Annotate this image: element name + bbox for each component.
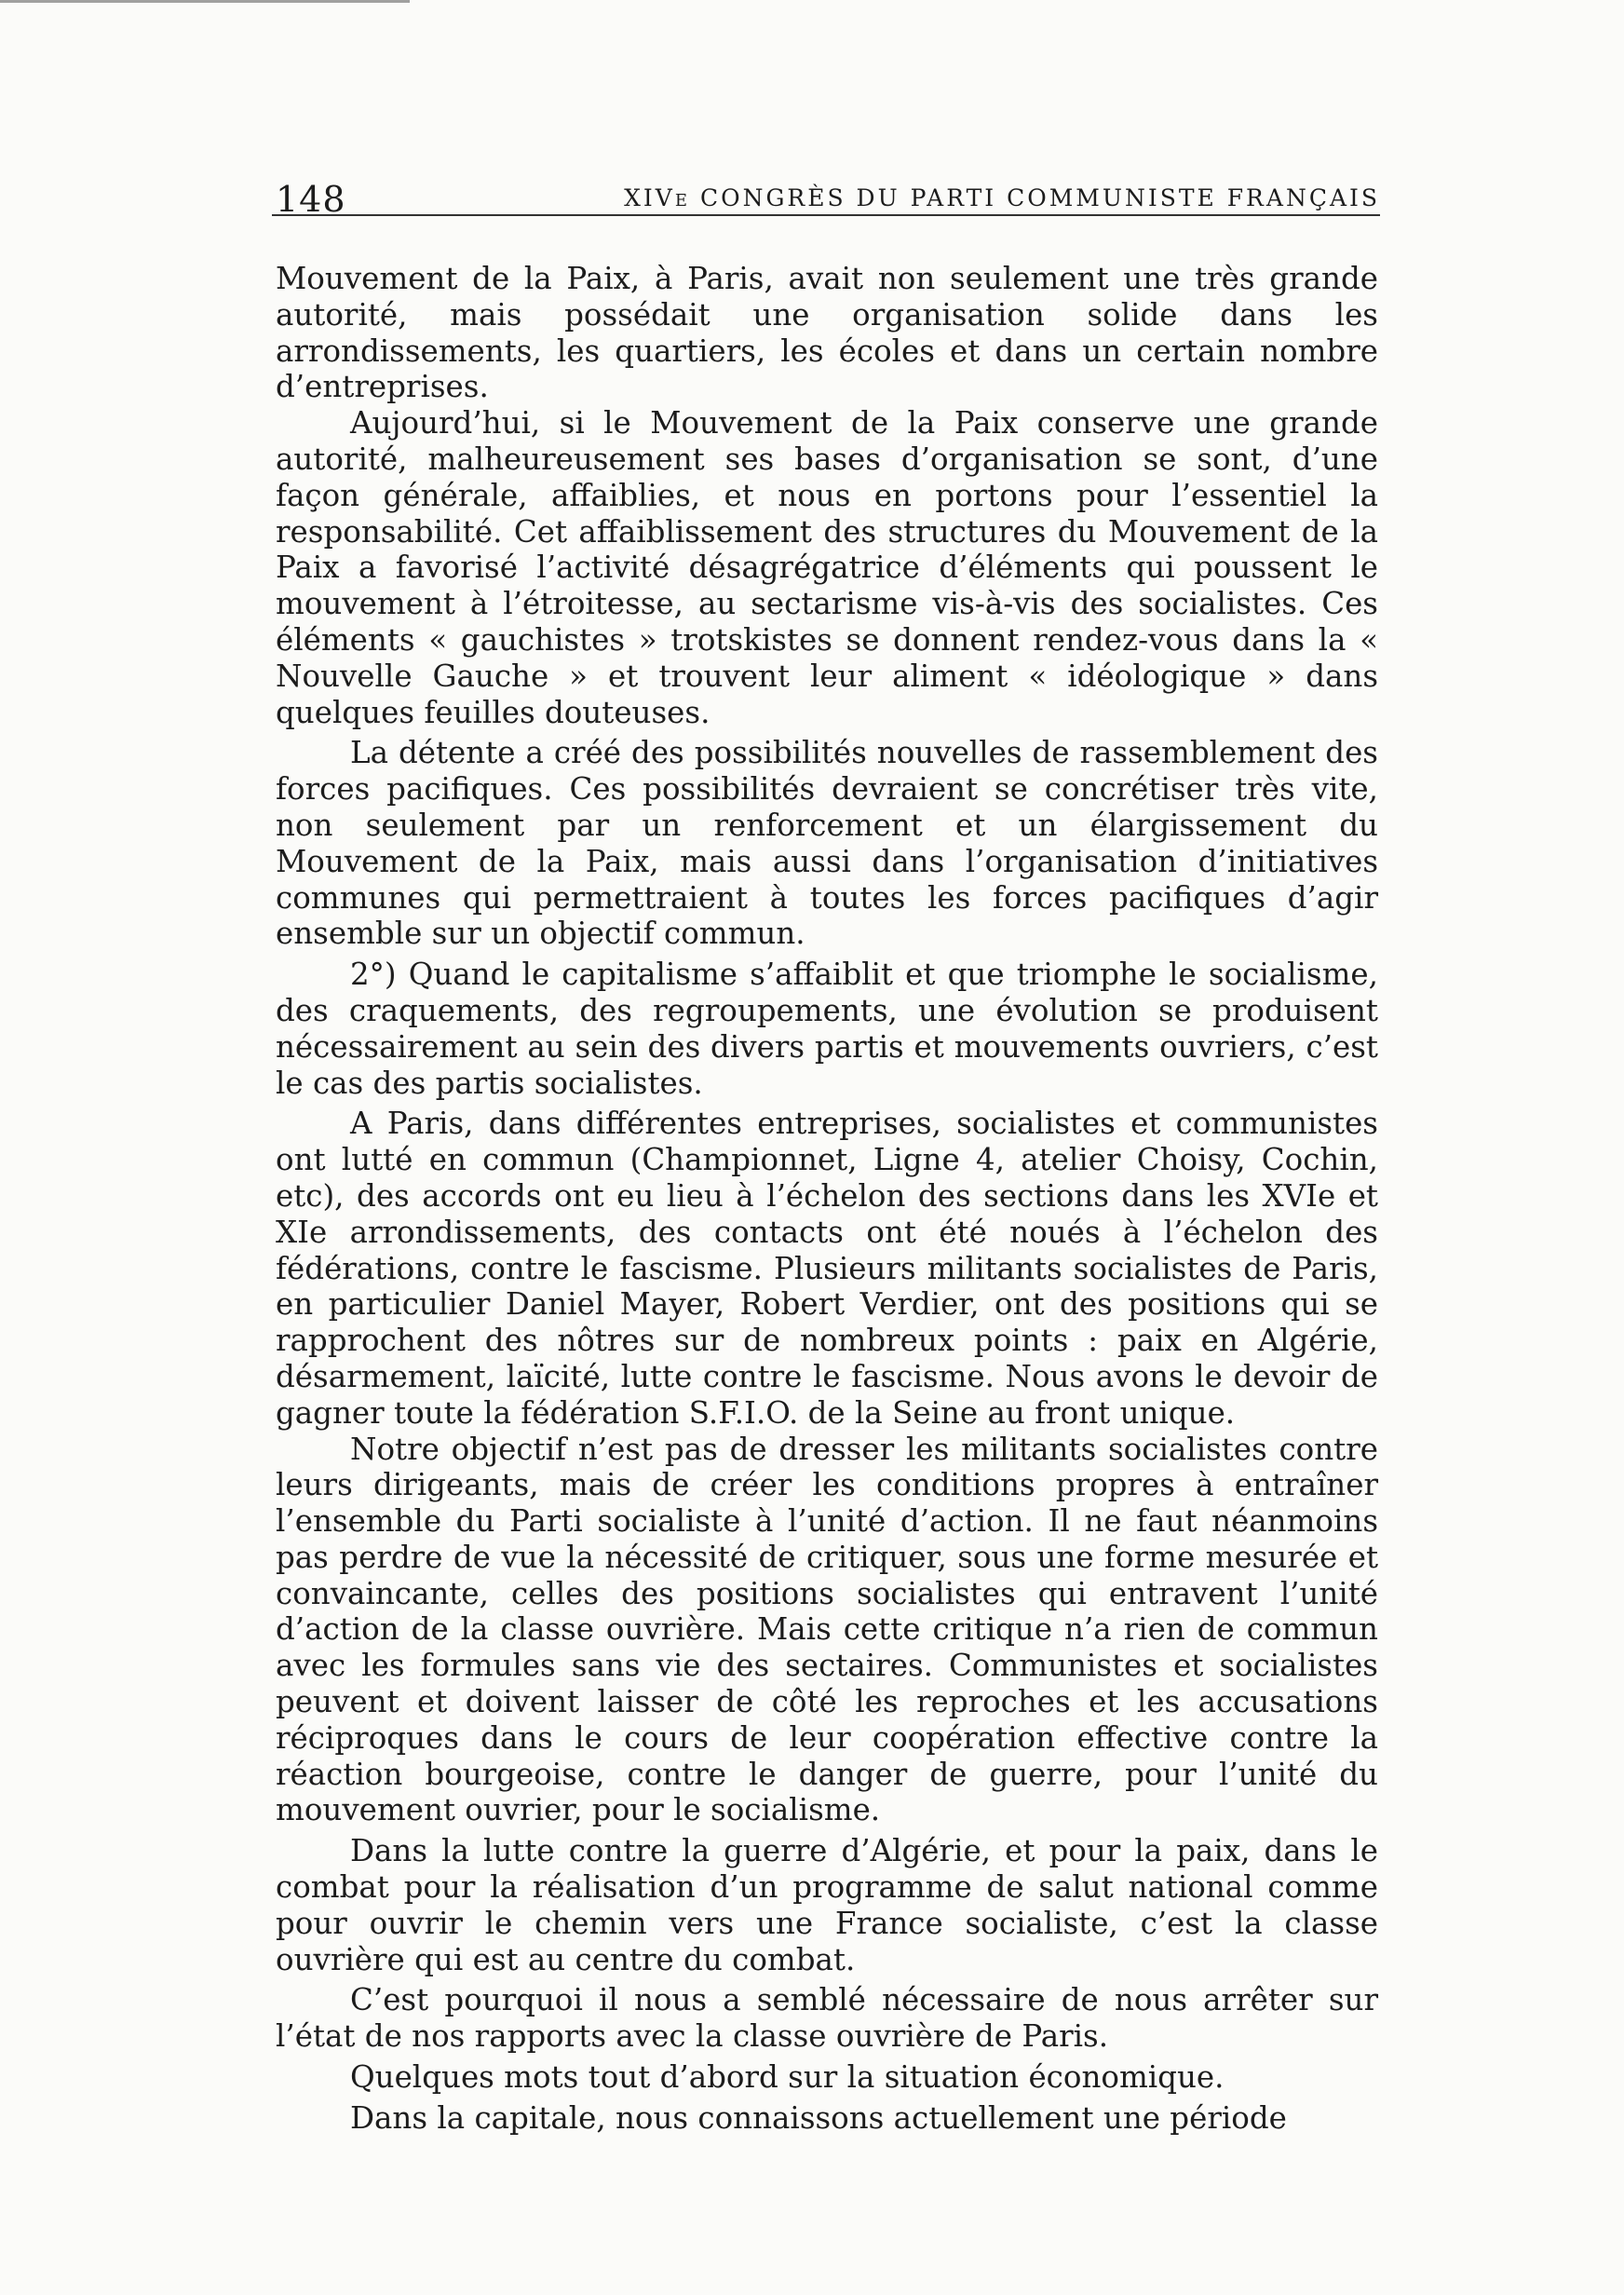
page-number: 148 bbox=[276, 179, 346, 220]
running-title: XIVe CONGRÈS DU PARTI COMMUNISTE FRANÇAIS bbox=[624, 184, 1380, 211]
paragraph-4: 2°) Quand le capitalisme s’affaiblit et que triomphe le socialisme, des craquements, des regroupements, une évolution se produisent nécessairement au sein des divers partis et mouvements ouvriers, c’est le cas des partis socialistes. bbox=[276, 957, 1378, 1101]
page-header bbox=[272, 177, 1380, 220]
paragraph-10: Dans la capitale, nous connaissons actuellement une période bbox=[350, 2099, 1287, 2136]
paragraph-5: A Paris, dans différentes entreprises, socialistes et communistes ont lutté en commun (Championnet, Ligne 4, atelier Choisy, Cochin, etc), des accords ont eu lieu à l’échelon des sections dans les XVIe et XIe arrondissements, des contacts ont été noués à l’échelon des fédérations, contre le fascisme. Plusieurs militants socialistes de Paris, en particulier Daniel Mayer, Robert Verdier, ont des positions qui se rapprochent des nôtres sur de nombreux points : paix en Algérie, désarmement, laïcité, lutte contre le fascisme. Nous avons le devoir de gagner toute la fédération S.F.I.O. de la Seine au front unique. bbox=[276, 1106, 1378, 1431]
paragraph-6: Notre objectif n’est pas de dresser les militants socialistes contre leurs dirigeants, mais de créer les conditions propres à entraîner l’ensemble du Parti socialiste à l’unité d’action. Il ne faut néanmoins pas perdre de vue la nécessité de critiquer, sous une forme mesurée et convaincante, celles des positions socialistes qui entravent l’unité d’action de la classe ouvrière. Mais cette critique n’a rien de commun avec les formules sans vie des sectaires. Communistes et socialistes peuvent et doivent laisser de côté les reproches et les accusations réciproques dans le cours de leur coopération effective contre la réaction bourgeoise, contre le danger de guerre, pour l’unité du mouvement ouvrier, pour le socialisme. bbox=[276, 1431, 1378, 1828]
paragraph-3: La détente a créé des possibilités nouvelles de rassemblement des forces pacifiques. Ces possibilités devraient se concrétiser très vite, non seulement par un renforcement et un élargissement du Mouvement de la Paix, mais aussi dans l’organisation d’initiatives communes qui permettraient à toutes les forces pacifiques d’agir ensemble sur un objectif commun. bbox=[276, 735, 1378, 952]
paragraph-7: Dans la lutte contre la guerre d’Algérie, et pour la paix, dans le combat pour la réalisation d’un programme de salut national comme pour ouvrir le chemin vers une France socialiste, c’est la classe ouvrière qui est au centre du combat. bbox=[276, 1833, 1378, 1977]
scan-edge-mark bbox=[0, 0, 410, 8]
body-text bbox=[276, 261, 1378, 2137]
paragraph-2: Aujourd’hui, si le Mouvement de la Paix conserve une grande autorité, malheureusement ses bases d’organisation se sont, d’une façon générale, affaiblies, et nous en portons pour l’essentiel la responsabilité. Cet affaiblissement des structures du Mouvement de la Paix a favorisé l’activité désagrégatrice d’éléments qui poussent le mouvement à l’étroitesse, au sectarisme vis-à-vis des socialistes. Ces éléments « gauchistes » trotskistes se donnent rendez-vous dans la « Nouvelle Gauche » et trouvent leur aliment « idéologique » dans quelques feuilles douteuses. bbox=[276, 405, 1378, 730]
paragraph-9: Quelques mots tout d’abord sur la situation économique. bbox=[350, 2059, 1225, 2096]
paragraph-8: C’est pourquoi il nous a semblé nécessaire de nous arrêter sur l’état de nos rapports avec la classe ouvrière de Paris. bbox=[276, 1982, 1378, 2055]
paragraph-1: Mouvement de la Paix, à Paris, avait non seulement une très grande autorité, mais possédait une organisation solide dans les arrondissements, les quartiers, les écoles et dans un certain nombre d’entreprises. bbox=[276, 261, 1378, 405]
